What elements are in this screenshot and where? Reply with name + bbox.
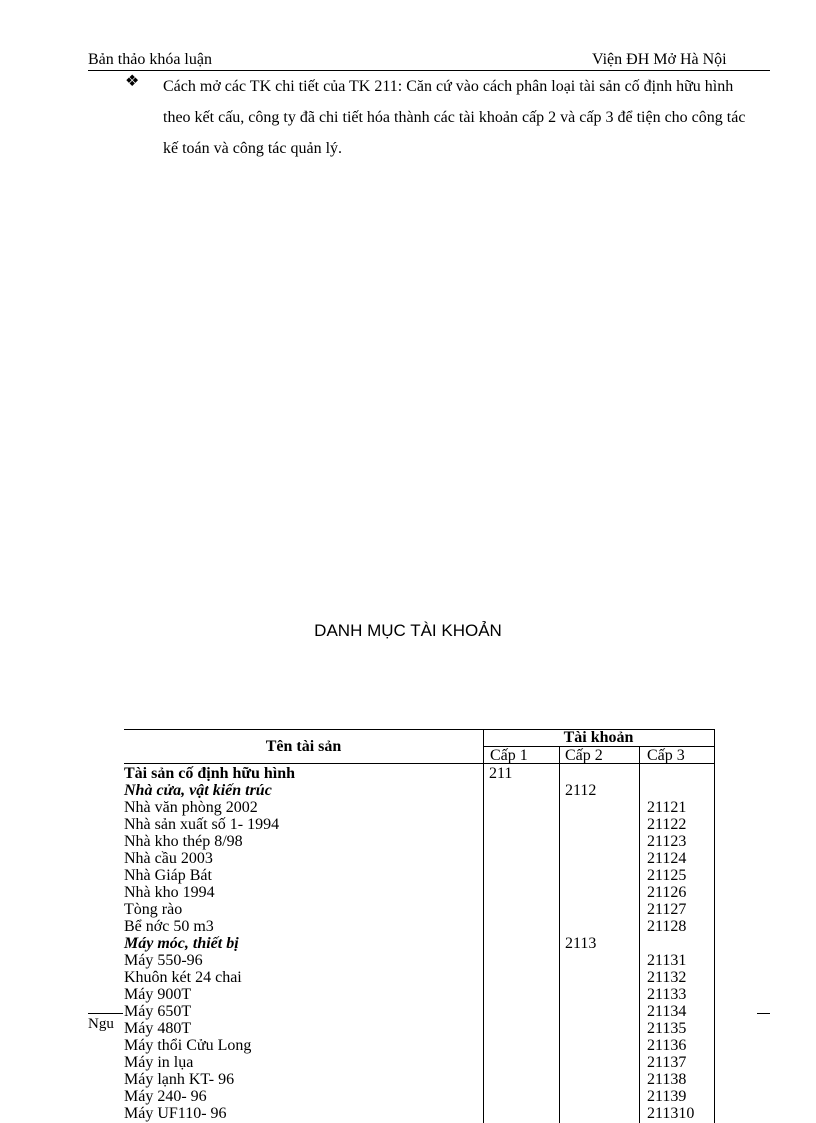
- level3-cell: 21126: [647, 884, 687, 901]
- table-row: [124, 1037, 714, 1054]
- level3-cell: 21138: [647, 1071, 687, 1088]
- level3-cell: 21134: [647, 1003, 687, 1020]
- level3-cell: 21121: [647, 799, 687, 816]
- table-row: [124, 986, 714, 1003]
- asset-name-cell: Máy UF110- 96: [124, 1105, 227, 1122]
- level2-cell: 2113: [565, 935, 597, 952]
- table-row: [124, 816, 714, 833]
- table-body: [124, 765, 714, 1122]
- table-row: [124, 884, 714, 901]
- table-row: [124, 1071, 714, 1088]
- table-header-asset-name: Tên tài sản: [265, 738, 342, 755]
- table-row: [124, 850, 714, 867]
- intro-paragraph: Cách mở các TK chi tiết của TK 211: Căn cứ vào cách phân loại tài sản cố định hữu hình theo kết cấu, công ty đã chi tiết hóa thành các tài khoản cấp 2 và cấp 3 để tiện cho công tác kế toán và công tác quản lý.: [163, 78, 746, 157]
- table-row: [124, 918, 714, 935]
- table-row: [124, 799, 714, 816]
- table-row: [124, 901, 714, 918]
- table-row: [124, 867, 714, 884]
- page-title: DANH MỤC TÀI KHOẢN: [314, 621, 502, 640]
- asset-name-cell: Máy 240- 96: [124, 1088, 207, 1105]
- diamond-bullet-icon: ❖: [125, 73, 140, 90]
- table-header-border: [124, 763, 714, 764]
- header-right-institution: Viện ĐH Mở Hà Nội: [592, 51, 727, 68]
- asset-name-cell: Máy 550-96: [124, 952, 203, 969]
- table-row: [124, 969, 714, 986]
- asset-name-cell: Máy lạnh KT- 96: [124, 1071, 235, 1088]
- footer-divider-left: [88, 1013, 123, 1014]
- asset-name-cell: Máy móc, thiết bị: [124, 935, 239, 952]
- asset-name-cell: Máy 650T: [124, 1003, 192, 1020]
- asset-name-cell: Nhà sản xuất số 1- 1994: [124, 816, 280, 833]
- asset-name-cell: Máy 480T: [124, 1020, 192, 1037]
- asset-name-cell: Bể nớc 50 m3: [124, 918, 214, 935]
- level3-cell: 21128: [647, 918, 687, 935]
- asset-name-cell: Khuôn két 24 chai: [124, 969, 242, 986]
- level3-cell: 21133: [647, 986, 687, 1003]
- level3-cell: 21136: [647, 1037, 687, 1054]
- asset-name-cell: Nhà văn phòng 2002: [124, 799, 258, 816]
- level3-cell: 21132: [647, 969, 687, 986]
- asset-name-cell: Nhà kho 1994: [124, 884, 215, 901]
- asset-name-cell: Tài sản cố định hữu hình: [124, 765, 296, 782]
- table-row: [124, 1105, 714, 1122]
- level3-cell: 21139: [647, 1088, 687, 1105]
- table-row: [124, 833, 714, 850]
- header-left-title: Bản thảo khóa luận: [88, 51, 212, 68]
- table-row: [124, 1054, 714, 1071]
- level3-cell: 21124: [647, 850, 687, 867]
- asset-name-cell: Máy 900T: [124, 986, 192, 1003]
- table-row: [124, 1003, 714, 1020]
- level3-cell: 21137: [647, 1054, 687, 1071]
- level1-cell: 211: [489, 765, 513, 782]
- asset-name-cell: Nhà cầu 2003: [124, 850, 213, 867]
- table-row: [124, 1020, 714, 1037]
- level3-cell: 21127: [647, 901, 687, 918]
- level3-cell: 211310: [647, 1105, 695, 1122]
- level3-cell: 21122: [647, 816, 687, 833]
- table-row: [124, 1088, 714, 1105]
- asset-name-cell: Máy in lụa: [124, 1054, 194, 1071]
- table-header-level1: Cấp 1: [490, 747, 528, 764]
- footer-divider-right: [757, 1013, 770, 1014]
- asset-name-cell: Nhà Giáp Bát: [124, 867, 212, 884]
- table-right-border: [714, 729, 715, 1123]
- level3-cell: 21123: [647, 833, 687, 850]
- asset-name-cell: Nhà kho thép 8/98: [124, 833, 243, 850]
- level2-cell: 2112: [565, 782, 597, 799]
- level3-cell: 21131: [647, 952, 687, 969]
- table-row: [124, 935, 714, 952]
- footer-text: Ngu: [88, 1016, 114, 1032]
- table-header-level2: Cấp 2: [565, 747, 603, 764]
- asset-name-cell: Máy thổi Cửu Long: [124, 1037, 252, 1054]
- table-row: [124, 952, 714, 969]
- asset-name-cell: Tòng rào: [124, 901, 183, 918]
- table-header-level3: Cấp 3: [647, 747, 685, 764]
- table-row: [124, 782, 714, 799]
- level3-cell: 21125: [647, 867, 687, 884]
- level3-cell: 21135: [647, 1020, 687, 1037]
- asset-name-cell: Nhà cửa, vật kiến trúc: [124, 782, 272, 799]
- table-header-account: Tài khoản: [563, 729, 634, 746]
- table-row: [124, 765, 714, 782]
